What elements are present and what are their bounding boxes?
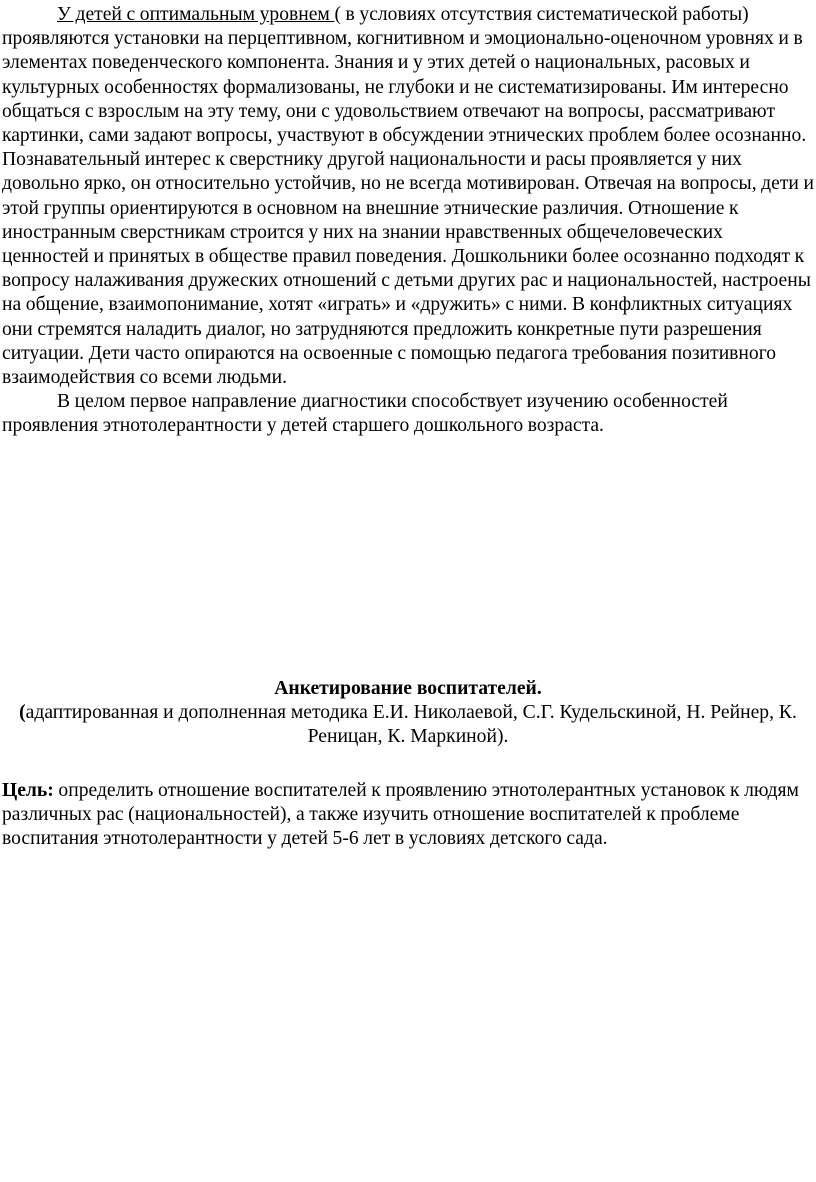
section-heading: Анкетирование воспитателей. bbox=[274, 678, 542, 699]
goal-label: Цель: bbox=[2, 780, 54, 801]
method-source-text: адаптированная и дополненная методика Е.И. Николаевой, С.Г. Кудельскиной, Н. Рейнер, К. Реницан, К. Маркиной). bbox=[25, 702, 797, 748]
body-text-block bbox=[2, 3, 814, 439]
section-header-block bbox=[2, 677, 814, 750]
paragraph-optimal-level-text: ( в условиях отсутствия систематической работы) проявляются установки на перцептивном, когнитивном и эмоционально-оценочном уровнях и в элементах поведенческого компонента. Знания и у этих детей о национальных, расовых и культурных особенностях формализованы, не глубоки и не систематизированы. Им интересно общаться с взрослым на эту тему, они с удовольствием отвечают на вопросы, рассматривают картинки, сами задают вопросы, участвуют в обсуждении этнических проблем более осознанно. Познавательный интерес к сверстнику другой национальности и расы проявляется у них довольно ярко, он относительно устойчив, но не всегда мотивирован. Отвечая на вопросы, дети и этой группы ориентируются в основном на внешние этнические различия. Отношение к иностранным сверстникам строится у них на знании нравственных общечеловеческих ценностей и принятых в обществе правил поведения. Дошкольники более осознанно подходят к вопросу налаживания дружеских отношений с детьми других рас и национальностей, настроены на общение, взаимопонимание, хотят «играть» и «дружить» с ними. В конфликтных ситуациях они стремятся наладить диалог, но затрудняются предложить конкретные пути разрешения ситуации. Дети часто опираются на освоенные с помощью педагога требования позитивного взаимодействия со всеми людьми. bbox=[2, 4, 814, 389]
method-source bbox=[2, 701, 814, 749]
paragraph-summary: В целом первое направление диагностики способствует изучению особенностей проявления этнотолерантности у детей старшего дошкольного возраста. bbox=[2, 391, 728, 437]
method-source-open-paren: ( bbox=[19, 702, 26, 724]
goal-text: определить отношение воспитателей к проявлению этнотолерантных установок к людям различных рас (национальностей), а также изучить отношение воспитателей к проблеме воспитания этнотолерантности у детей 5-6 лет в условиях детского сада. bbox=[2, 780, 799, 850]
goal-paragraph bbox=[2, 779, 814, 852]
goal-block bbox=[2, 779, 814, 852]
paragraph-optimal-level bbox=[2, 3, 814, 390]
underlined-lead-phrase: У детей с оптимальным уровнем bbox=[57, 4, 335, 25]
